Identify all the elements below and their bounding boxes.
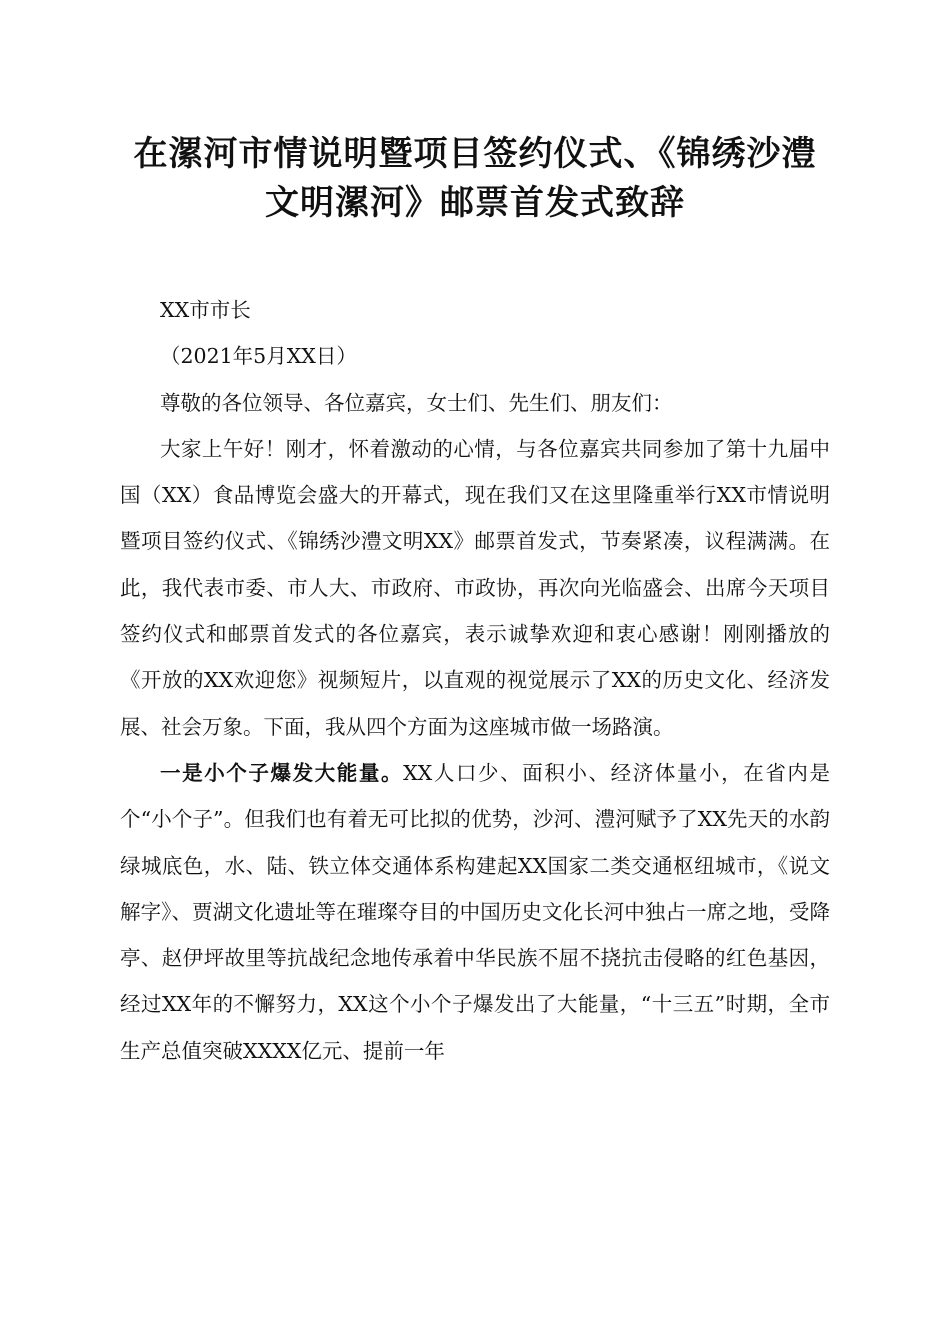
paragraph-2	[120, 750, 830, 1074]
document-title	[120, 130, 830, 228]
date-line: （2021年5月XX日）	[160, 344, 357, 369]
author-line: XX市市长	[160, 298, 251, 322]
document-body	[120, 287, 830, 1074]
paragraph-1: 大家上午好！刚才，怀着激动的心情，与各位嘉宾共同参加了第十九届中国（XX）食品博览会盛大的开幕式，现在我们又在这里隆重举行XX市情说明暨项目签约仪式、《锦绣沙澧文明XX》邮票首发式，节奏紧凑，议程满满。在此，我代表市委、市人大、市政府、市政协，再次向光临盛会、出席今天项目签约仪式和邮票首发式的各位嘉宾，表示诚挚欢迎和衷心感谢！刚刚播放的《开放的XX欢迎您》视频短片，以直观的视觉展示了XX的历史文化、经济发展、社会万象。下面，我从四个方面为这座城市做一场路演。	[120, 436, 830, 739]
salutation: 尊敬的各位领导、各位嘉宾，女士们、先生们、朋友们：	[160, 390, 673, 415]
title-line-1: 在漯河市情说明暨项目签约仪式、《锦绣沙澧	[133, 134, 817, 174]
title-line-2: 文明漯河》邮票首发式致辞	[265, 183, 685, 223]
paragraph-2-text: XX人口少、面积小、经济体量小，在省内是个“小个子”。但我们也有着无可比拟的优势，沙河、澧河赋予了XX先天的水韵绿城底色，水、陆、铁立体交通体系构建起XX国家二类交通枢纽城市，《说文解字》、贾湖文化遗址等在璀璨夺目的中国历史文化长河中独占一席之地，受降亭、赵伊坪故里等抗战纪念地传承着中华民族不屈不挠抗击侵略的红色基因，经过XX年的不懈努力，XX这个小个子爆发出了大能量，“十三五”时期，全市生产总值突破XXXX亿元、提前一年	[120, 760, 831, 1063]
paragraph-2-lead: 一是小个子爆发大能量。	[160, 760, 404, 785]
